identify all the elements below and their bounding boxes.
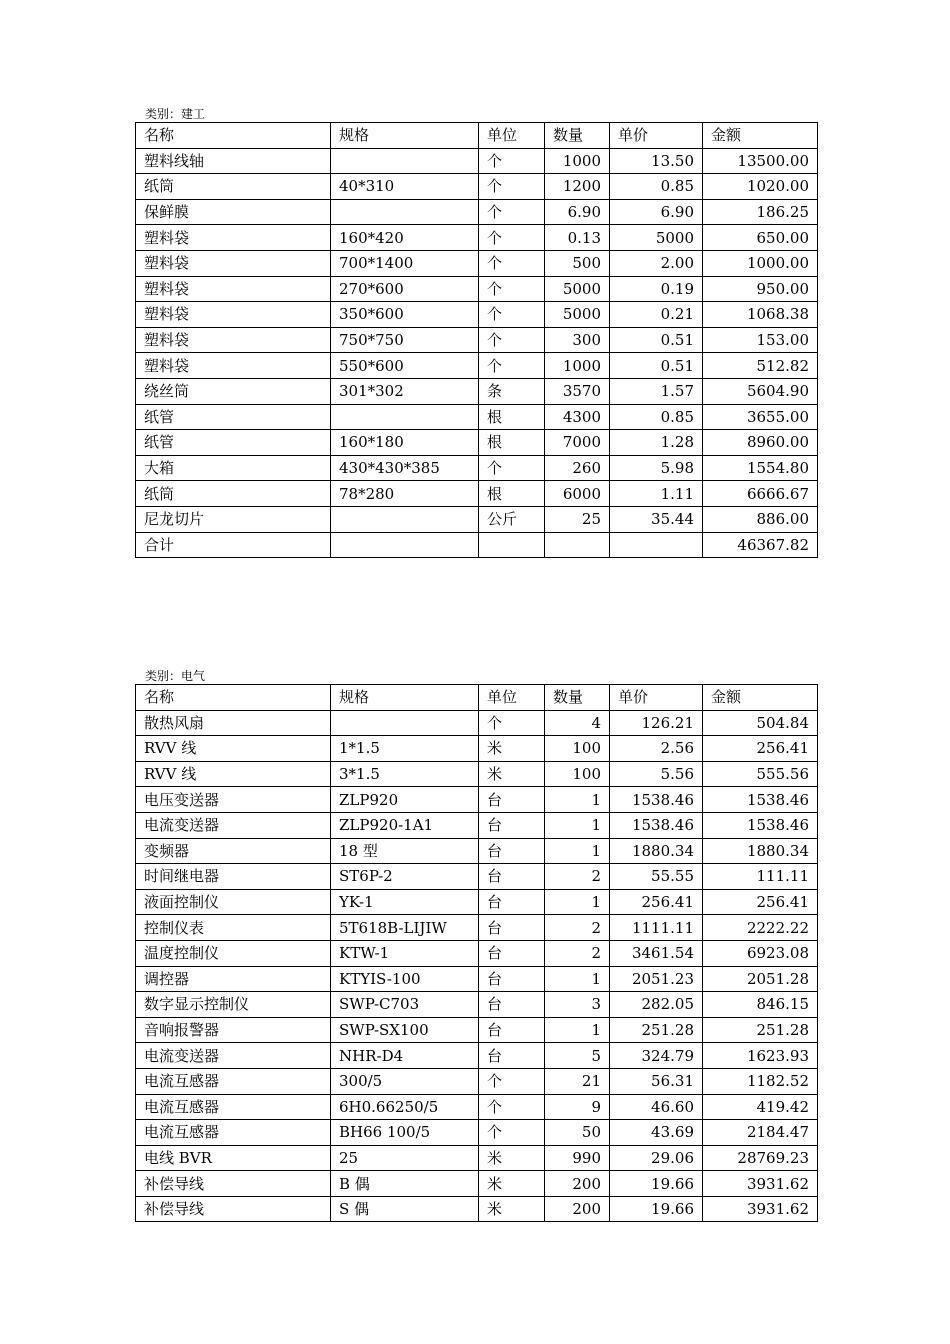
header-amount: 金额 <box>703 123 818 149</box>
cell-name: 时间继电器 <box>136 864 331 890</box>
cell-name: 散热风扇 <box>136 710 331 736</box>
cell-quantity: 260 <box>545 455 610 481</box>
cell-unit: 米 <box>479 1196 545 1222</box>
cell-unit-price: 19.66 <box>610 1196 703 1222</box>
cell-name: 电流互感器 <box>136 1094 331 1120</box>
cell-unit-price: 13.50 <box>610 148 703 174</box>
cell-name: 调控器 <box>136 966 331 992</box>
cell-name: 补偿导线 <box>136 1171 331 1197</box>
table-row <box>136 761 818 787</box>
cell-quantity: 2 <box>545 940 610 966</box>
cell-quantity <box>545 532 610 558</box>
table-row <box>136 174 818 200</box>
table-row <box>136 404 818 430</box>
cell-amount: 886.00 <box>703 506 818 532</box>
header-quantity: 数量 <box>545 123 610 149</box>
cell-name: 电流变送器 <box>136 1043 331 1069</box>
cell-unit: 台 <box>479 889 545 915</box>
header-name: 名称 <box>136 685 331 711</box>
table-row <box>136 1068 818 1094</box>
cell-spec: 300/5 <box>331 1068 479 1094</box>
cell-unit: 个 <box>479 225 545 251</box>
cell-name: 电流互感器 <box>136 1068 331 1094</box>
cell-unit-price: 19.66 <box>610 1171 703 1197</box>
cell-amount: 6923.08 <box>703 940 818 966</box>
cell-unit-price: 43.69 <box>610 1120 703 1146</box>
header-unit: 单位 <box>479 123 545 149</box>
cell-unit-price: 126.21 <box>610 710 703 736</box>
table-row <box>136 736 818 762</box>
cell-unit: 台 <box>479 838 545 864</box>
cell-spec: NHR-D4 <box>331 1043 479 1069</box>
cell-quantity: 3570 <box>545 378 610 404</box>
cell-amount: 1623.93 <box>703 1043 818 1069</box>
cell-quantity: 21 <box>545 1068 610 1094</box>
cell-quantity: 5 <box>545 1043 610 1069</box>
cell-amount: 1880.34 <box>703 838 818 864</box>
cell-name: 控制仪表 <box>136 915 331 941</box>
table-header-row <box>136 123 818 149</box>
cell-unit: 米 <box>479 761 545 787</box>
cell-spec <box>331 532 479 558</box>
cell-name: 纸筒 <box>136 174 331 200</box>
table-row <box>136 327 818 353</box>
cell-unit: 个 <box>479 1068 545 1094</box>
table-row <box>136 1017 818 1043</box>
table-row <box>136 378 818 404</box>
table-header-row <box>136 685 818 711</box>
cell-unit: 个 <box>479 327 545 353</box>
cell-unit: 个 <box>479 199 545 225</box>
cell-unit: 台 <box>479 812 545 838</box>
cell-unit-price: 55.55 <box>610 864 703 890</box>
cell-spec <box>331 710 479 736</box>
cell-quantity: 1 <box>545 787 610 813</box>
cell-spec: 3*1.5 <box>331 761 479 787</box>
cell-unit-price: 2.00 <box>610 250 703 276</box>
header-name: 名称 <box>136 123 331 149</box>
cell-name: 塑料袋 <box>136 327 331 353</box>
cell-quantity: 3 <box>545 992 610 1018</box>
cell-unit: 台 <box>479 940 545 966</box>
cell-unit-price: 1.28 <box>610 430 703 456</box>
cell-name: 绕丝筒 <box>136 378 331 404</box>
cell-unit-price: 0.85 <box>610 404 703 430</box>
cell-amount: 1554.80 <box>703 455 818 481</box>
table-row <box>136 148 818 174</box>
cell-spec: SWP-SX100 <box>331 1017 479 1043</box>
materials-table <box>135 684 818 1222</box>
cell-spec: 700*1400 <box>331 250 479 276</box>
cell-spec <box>331 506 479 532</box>
cell-amount: 6666.67 <box>703 481 818 507</box>
cell-name: 合计 <box>136 532 331 558</box>
cell-spec: 270*600 <box>331 276 479 302</box>
table-row <box>136 889 818 915</box>
cell-spec: 350*600 <box>331 302 479 328</box>
cell-unit-price: 251.28 <box>610 1017 703 1043</box>
cell-quantity: 2 <box>545 915 610 941</box>
cell-unit: 台 <box>479 992 545 1018</box>
cell-unit-price: 0.85 <box>610 174 703 200</box>
cell-quantity: 5000 <box>545 302 610 328</box>
cell-amount: 8960.00 <box>703 430 818 456</box>
cell-name: 塑料袋 <box>136 250 331 276</box>
cell-quantity: 6.90 <box>545 199 610 225</box>
materials-table <box>135 122 818 558</box>
cell-spec <box>331 199 479 225</box>
cell-name: 电流互感器 <box>136 1120 331 1146</box>
cell-spec: 78*280 <box>331 481 479 507</box>
cell-unit: 米 <box>479 1171 545 1197</box>
table-row <box>136 940 818 966</box>
cell-name: 电线 BVR <box>136 1145 331 1171</box>
cell-name: 数字显示控制仪 <box>136 992 331 1018</box>
cell-quantity: 25 <box>545 506 610 532</box>
table-row <box>136 1196 818 1222</box>
cell-unit: 台 <box>479 966 545 992</box>
cell-spec: SWP-C703 <box>331 992 479 1018</box>
cell-amount: 28769.23 <box>703 1145 818 1171</box>
cell-unit: 个 <box>479 710 545 736</box>
cell-unit-price: 1538.46 <box>610 812 703 838</box>
cell-name: 大箱 <box>136 455 331 481</box>
cell-amount: 3655.00 <box>703 404 818 430</box>
cell-unit-price: 1.57 <box>610 378 703 404</box>
section-caption: 类别：电气 <box>145 669 206 683</box>
cell-amount: 846.15 <box>703 992 818 1018</box>
cell-unit-price: 35.44 <box>610 506 703 532</box>
cell-unit-price: 29.06 <box>610 1145 703 1171</box>
cell-spec: 6H0.66250/5 <box>331 1094 479 1120</box>
cell-name: 纸筒 <box>136 481 331 507</box>
cell-amount: 1182.52 <box>703 1068 818 1094</box>
cell-name: 塑料袋 <box>136 302 331 328</box>
header-amount: 金额 <box>703 685 818 711</box>
cell-spec: B 偶 <box>331 1171 479 1197</box>
cell-unit-price: 1880.34 <box>610 838 703 864</box>
cell-unit: 个 <box>479 1094 545 1120</box>
cell-quantity: 1 <box>545 889 610 915</box>
cell-amount: 46367.82 <box>703 532 818 558</box>
cell-name: 电流变送器 <box>136 812 331 838</box>
cell-quantity: 1 <box>545 812 610 838</box>
cell-unit-price: 3461.54 <box>610 940 703 966</box>
cell-unit-price: 5.56 <box>610 761 703 787</box>
cell-name: RVV 线 <box>136 761 331 787</box>
cell-quantity: 5000 <box>545 276 610 302</box>
cell-amount: 3931.62 <box>703 1171 818 1197</box>
cell-quantity: 200 <box>545 1171 610 1197</box>
cell-unit-price: 1.11 <box>610 481 703 507</box>
cell-unit-price: 56.31 <box>610 1068 703 1094</box>
cell-name: 尼龙切片 <box>136 506 331 532</box>
cell-spec: 5T618B-LIJIW <box>331 915 479 941</box>
cell-quantity: 1000 <box>545 148 610 174</box>
table-row <box>136 915 818 941</box>
cell-amount: 3931.62 <box>703 1196 818 1222</box>
cell-quantity: 300 <box>545 327 610 353</box>
cell-unit: 米 <box>479 1145 545 1171</box>
cell-amount: 650.00 <box>703 225 818 251</box>
cell-name: 变频器 <box>136 838 331 864</box>
cell-spec: 750*750 <box>331 327 479 353</box>
cell-quantity: 7000 <box>545 430 610 456</box>
table-row <box>136 864 818 890</box>
cell-name: RVV 线 <box>136 736 331 762</box>
cell-spec: BH66 100/5 <box>331 1120 479 1146</box>
cell-name: 塑料袋 <box>136 276 331 302</box>
table-row <box>136 276 818 302</box>
table-row <box>136 506 818 532</box>
table-row <box>136 1094 818 1120</box>
cell-amount: 512.82 <box>703 353 818 379</box>
cell-quantity: 990 <box>545 1145 610 1171</box>
table-row <box>136 481 818 507</box>
cell-name: 液面控制仪 <box>136 889 331 915</box>
cell-spec: 40*310 <box>331 174 479 200</box>
cell-spec <box>331 148 479 174</box>
header-unit-price: 单价 <box>610 685 703 711</box>
table-row <box>136 966 818 992</box>
table-row <box>136 250 818 276</box>
section-jiangong <box>135 106 817 558</box>
cell-unit: 根 <box>479 481 545 507</box>
cell-amount: 5604.90 <box>703 378 818 404</box>
cell-spec: 18 型 <box>331 838 479 864</box>
table-row <box>136 1120 818 1146</box>
table-row <box>136 992 818 1018</box>
cell-name: 塑料袋 <box>136 225 331 251</box>
cell-amount: 2051.28 <box>703 966 818 992</box>
cell-spec: YK-1 <box>331 889 479 915</box>
table-row <box>136 838 818 864</box>
table-row <box>136 710 818 736</box>
cell-amount: 256.41 <box>703 736 818 762</box>
cell-quantity: 1 <box>545 838 610 864</box>
cell-unit: 台 <box>479 1043 545 1069</box>
cell-unit <box>479 532 545 558</box>
header-spec: 规格 <box>331 123 479 149</box>
cell-unit-price: 46.60 <box>610 1094 703 1120</box>
cell-unit-price: 0.19 <box>610 276 703 302</box>
cell-quantity: 100 <box>545 736 610 762</box>
cell-name: 温度控制仪 <box>136 940 331 966</box>
cell-spec: S 偶 <box>331 1196 479 1222</box>
cell-amount: 13500.00 <box>703 148 818 174</box>
cell-unit: 个 <box>479 250 545 276</box>
header-unit-price: 单价 <box>610 123 703 149</box>
cell-unit: 台 <box>479 1017 545 1043</box>
cell-spec: KTYIS-100 <box>331 966 479 992</box>
cell-quantity: 4 <box>545 710 610 736</box>
cell-amount: 153.00 <box>703 327 818 353</box>
cell-unit-price: 0.21 <box>610 302 703 328</box>
cell-unit: 个 <box>479 276 545 302</box>
cell-spec: 550*600 <box>331 353 479 379</box>
cell-unit: 个 <box>479 353 545 379</box>
cell-amount: 950.00 <box>703 276 818 302</box>
cell-amount: 555.56 <box>703 761 818 787</box>
table-row <box>136 302 818 328</box>
cell-amount: 251.28 <box>703 1017 818 1043</box>
cell-spec: ST6P-2 <box>331 864 479 890</box>
header-quantity: 数量 <box>545 685 610 711</box>
cell-amount: 1000.00 <box>703 250 818 276</box>
table-row <box>136 225 818 251</box>
cell-quantity: 1200 <box>545 174 610 200</box>
section-dianqi <box>135 668 817 1222</box>
cell-amount: 2184.47 <box>703 1120 818 1146</box>
cell-quantity: 100 <box>545 761 610 787</box>
cell-amount: 1538.46 <box>703 812 818 838</box>
cell-amount: 1538.46 <box>703 787 818 813</box>
cell-unit: 个 <box>479 174 545 200</box>
cell-unit: 台 <box>479 864 545 890</box>
cell-name: 纸管 <box>136 404 331 430</box>
table-row <box>136 199 818 225</box>
cell-quantity: 4300 <box>545 404 610 430</box>
cell-unit-price: 5000 <box>610 225 703 251</box>
cell-spec: 25 <box>331 1145 479 1171</box>
cell-name: 补偿导线 <box>136 1196 331 1222</box>
cell-quantity: 200 <box>545 1196 610 1222</box>
cell-spec: 301*302 <box>331 378 479 404</box>
cell-spec: 160*180 <box>331 430 479 456</box>
header-unit: 单位 <box>479 685 545 711</box>
cell-unit-price: 1111.11 <box>610 915 703 941</box>
cell-spec: 1*1.5 <box>331 736 479 762</box>
cell-unit: 根 <box>479 404 545 430</box>
cell-quantity: 1 <box>545 966 610 992</box>
cell-spec: 430*430*385 <box>331 455 479 481</box>
table-row <box>136 455 818 481</box>
cell-unit: 台 <box>479 787 545 813</box>
cell-unit-price: 1538.46 <box>610 787 703 813</box>
cell-unit-price: 0.51 <box>610 353 703 379</box>
cell-unit: 公斤 <box>479 506 545 532</box>
table-row <box>136 1171 818 1197</box>
cell-unit-price: 6.90 <box>610 199 703 225</box>
cell-unit: 个 <box>479 148 545 174</box>
cell-quantity: 0.13 <box>545 225 610 251</box>
cell-name: 纸管 <box>136 430 331 456</box>
cell-unit-price: 282.05 <box>610 992 703 1018</box>
cell-unit: 根 <box>479 430 545 456</box>
cell-unit-price: 324.79 <box>610 1043 703 1069</box>
cell-amount: 1068.38 <box>703 302 818 328</box>
cell-amount: 504.84 <box>703 710 818 736</box>
table-row <box>136 532 818 558</box>
cell-quantity: 1 <box>545 1017 610 1043</box>
cell-amount: 1020.00 <box>703 174 818 200</box>
cell-unit-price: 256.41 <box>610 889 703 915</box>
cell-spec: 160*420 <box>331 225 479 251</box>
cell-quantity: 2 <box>545 864 610 890</box>
table-row <box>136 787 818 813</box>
cell-name: 塑料袋 <box>136 353 331 379</box>
cell-unit: 米 <box>479 736 545 762</box>
table-row <box>136 1145 818 1171</box>
cell-amount: 2222.22 <box>703 915 818 941</box>
cell-quantity: 9 <box>545 1094 610 1120</box>
cell-amount: 186.25 <box>703 199 818 225</box>
cell-unit: 个 <box>479 302 545 328</box>
section-caption: 类别：建工 <box>145 107 206 121</box>
cell-quantity: 500 <box>545 250 610 276</box>
cell-name: 保鲜膜 <box>136 199 331 225</box>
cell-spec: ZLP920-1A1 <box>331 812 479 838</box>
cell-spec <box>331 404 479 430</box>
header-spec: 规格 <box>331 685 479 711</box>
cell-unit-price: 2.56 <box>610 736 703 762</box>
cell-amount: 256.41 <box>703 889 818 915</box>
cell-quantity: 1000 <box>545 353 610 379</box>
cell-spec: ZLP920 <box>331 787 479 813</box>
table-row <box>136 353 818 379</box>
cell-name: 电压变送器 <box>136 787 331 813</box>
cell-unit: 条 <box>479 378 545 404</box>
cell-name: 塑料线轴 <box>136 148 331 174</box>
cell-amount: 111.11 <box>703 864 818 890</box>
table-row <box>136 1043 818 1069</box>
cell-unit-price: 5.98 <box>610 455 703 481</box>
cell-quantity: 6000 <box>545 481 610 507</box>
cell-amount: 419.42 <box>703 1094 818 1120</box>
cell-unit: 台 <box>479 915 545 941</box>
cell-spec: KTW-1 <box>331 940 479 966</box>
cell-unit-price: 2051.23 <box>610 966 703 992</box>
cell-unit-price: 0.51 <box>610 327 703 353</box>
table-row <box>136 812 818 838</box>
table-row <box>136 430 818 456</box>
cell-unit: 个 <box>479 455 545 481</box>
cell-quantity: 50 <box>545 1120 610 1146</box>
cell-unit: 个 <box>479 1120 545 1146</box>
cell-name: 音响报警器 <box>136 1017 331 1043</box>
cell-unit-price <box>610 532 703 558</box>
